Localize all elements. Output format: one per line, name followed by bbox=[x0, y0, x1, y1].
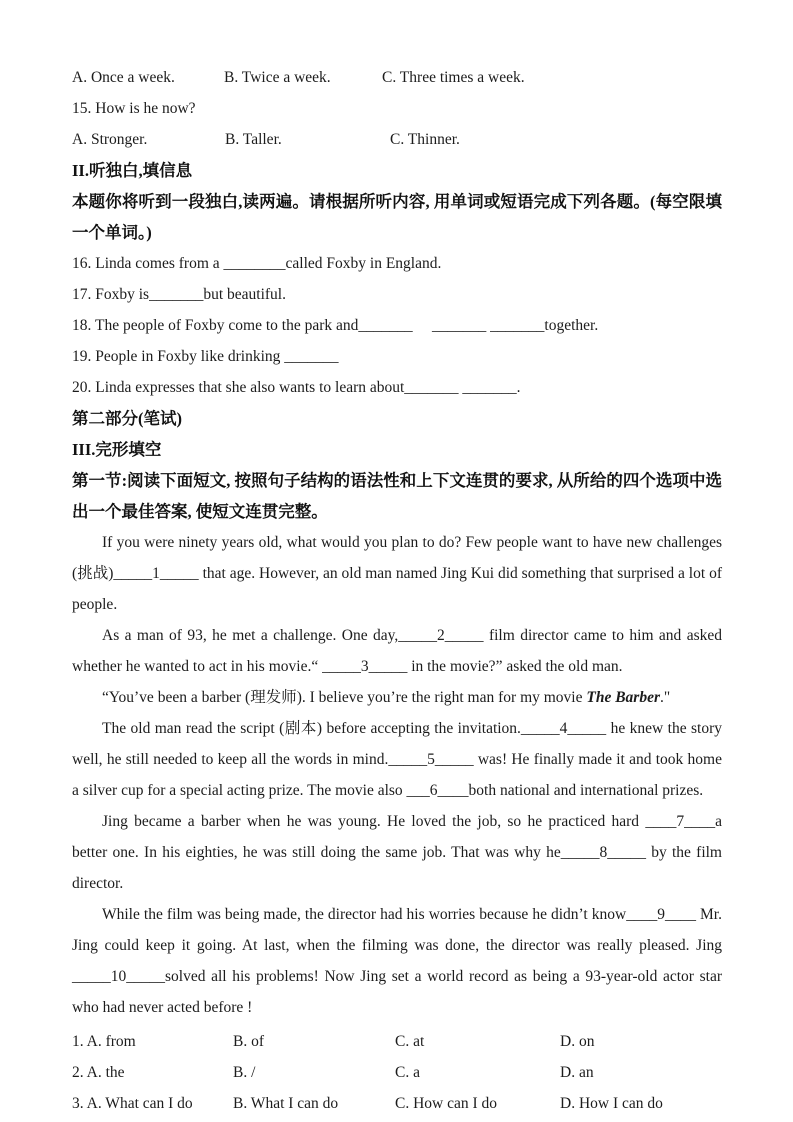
cloze-3-option-b: B. What I can do bbox=[233, 1095, 339, 1112]
cloze-1-option-d: D. on bbox=[560, 1033, 595, 1050]
passage-paragraph-1: If you were ninety years old, what would you plan to do? Few people want to have new challenges (挑战)_____1_____ that age. However, an old man named Jing Kui did something that surprised a lot of people. bbox=[72, 534, 722, 613]
cloze-3-option-c: C. How can I do bbox=[395, 1095, 498, 1112]
cloze-2-option-c: C. a bbox=[395, 1064, 420, 1081]
question-16: 16. Linda comes from a ________called Foxby in England. bbox=[72, 255, 442, 272]
section2-heading: II.听独白,填信息 bbox=[72, 161, 193, 180]
question-19: 19. People in Foxby like drinking _______ bbox=[72, 348, 339, 365]
cloze-3-option-a: 3. A. What can I do bbox=[72, 1095, 193, 1112]
cloze-option-row-1 bbox=[72, 1026, 722, 1057]
passage-paragraph-3-text: “You’ve been a barber (理发师). I believe you’re the right man for my movie bbox=[102, 689, 587, 706]
q15-option-c: C. Thinner. bbox=[390, 131, 460, 148]
cloze-1-option-b: B. of bbox=[233, 1033, 264, 1050]
q14-option-b: B. Twice a week. bbox=[224, 69, 331, 86]
passage-paragraph-6: While the film was being made, the director had his worries because he didn’t know____9____ Mr. Jing could keep it going. At last, when the filming was done, the director was really pleased. Jing _____10_____solved all his problems! Now Jing set a world record as being a 93-year-old actor star who had never acted before ! bbox=[72, 906, 722, 1016]
movie-title: The Barber bbox=[586, 689, 660, 706]
section3-heading: III.完形填空 bbox=[72, 440, 162, 459]
passage-paragraph-5: Jing became a barber when he was young. He loved the job, so he practiced hard ____7____a better one. In his eighties, he was still doing the same job. That was why he_____8_____ by the film director. bbox=[72, 813, 722, 892]
cloze-options-block bbox=[72, 1026, 722, 1119]
cloze-option-row-3 bbox=[72, 1088, 722, 1119]
q15-option-a: A. Stronger. bbox=[72, 131, 148, 148]
q14-option-a: A. Once a week. bbox=[72, 69, 175, 86]
question-15: 15. How is he now? bbox=[72, 100, 196, 117]
question-17: 17. Foxby is_______but beautiful. bbox=[72, 286, 286, 303]
question-18: 18. The people of Foxby come to the park and_______ _______ _______together. bbox=[72, 317, 599, 334]
passage-paragraph-3-end: ." bbox=[660, 689, 671, 706]
cloze-1-option-a: 1. A. from bbox=[72, 1033, 136, 1050]
q14-option-c: C. Three times a week. bbox=[382, 69, 525, 86]
passage-paragraph-3 bbox=[72, 682, 722, 713]
q15-options-row bbox=[72, 124, 722, 155]
cloze-2-option-d: D. an bbox=[560, 1064, 594, 1081]
cloze-2-option-b: B. / bbox=[233, 1064, 256, 1081]
question-20: 20. Linda expresses that she also wants to learn about_______ _______. bbox=[72, 379, 521, 396]
cloze-2-option-a: 2. A. the bbox=[72, 1064, 125, 1081]
passage-paragraph-2: As a man of 93, he met a challenge. One day,_____2_____ film director came to him and asked whether he wanted to act in his movie.“ _____3_____ in the movie?” asked the old man. bbox=[72, 627, 722, 675]
q14-options-row bbox=[72, 62, 722, 93]
cloze-3-option-d: D. How I can do bbox=[560, 1095, 663, 1112]
passage-paragraph-4: The old man read the script (剧本) before accepting the invitation._____4_____ he knew the story well, he still needed to keep all the words in mind._____5_____ was! He finally made it and took home a silver cup for a special acting prize. The movie also ___6____both national and international prizes. bbox=[72, 720, 722, 799]
cloze-1-option-c: C. at bbox=[395, 1033, 425, 1050]
part2-heading: 第二部分(笔试) bbox=[72, 409, 182, 428]
q15-option-b: B. Taller. bbox=[225, 131, 282, 148]
section2-instructions: 本题你将听到一段独白,读两遍。请根据所听内容, 用单词或短语完成下列各题。(每空限填一个单词。) bbox=[72, 192, 722, 242]
cloze-option-row-2 bbox=[72, 1057, 722, 1088]
section3-instructions: 第一节:阅读下面短文, 按照句子结构的语法性和上下文连贯的要求, 从所给的四个选项中选出一个最佳答案, 使短文连贯完整。 bbox=[72, 471, 722, 521]
